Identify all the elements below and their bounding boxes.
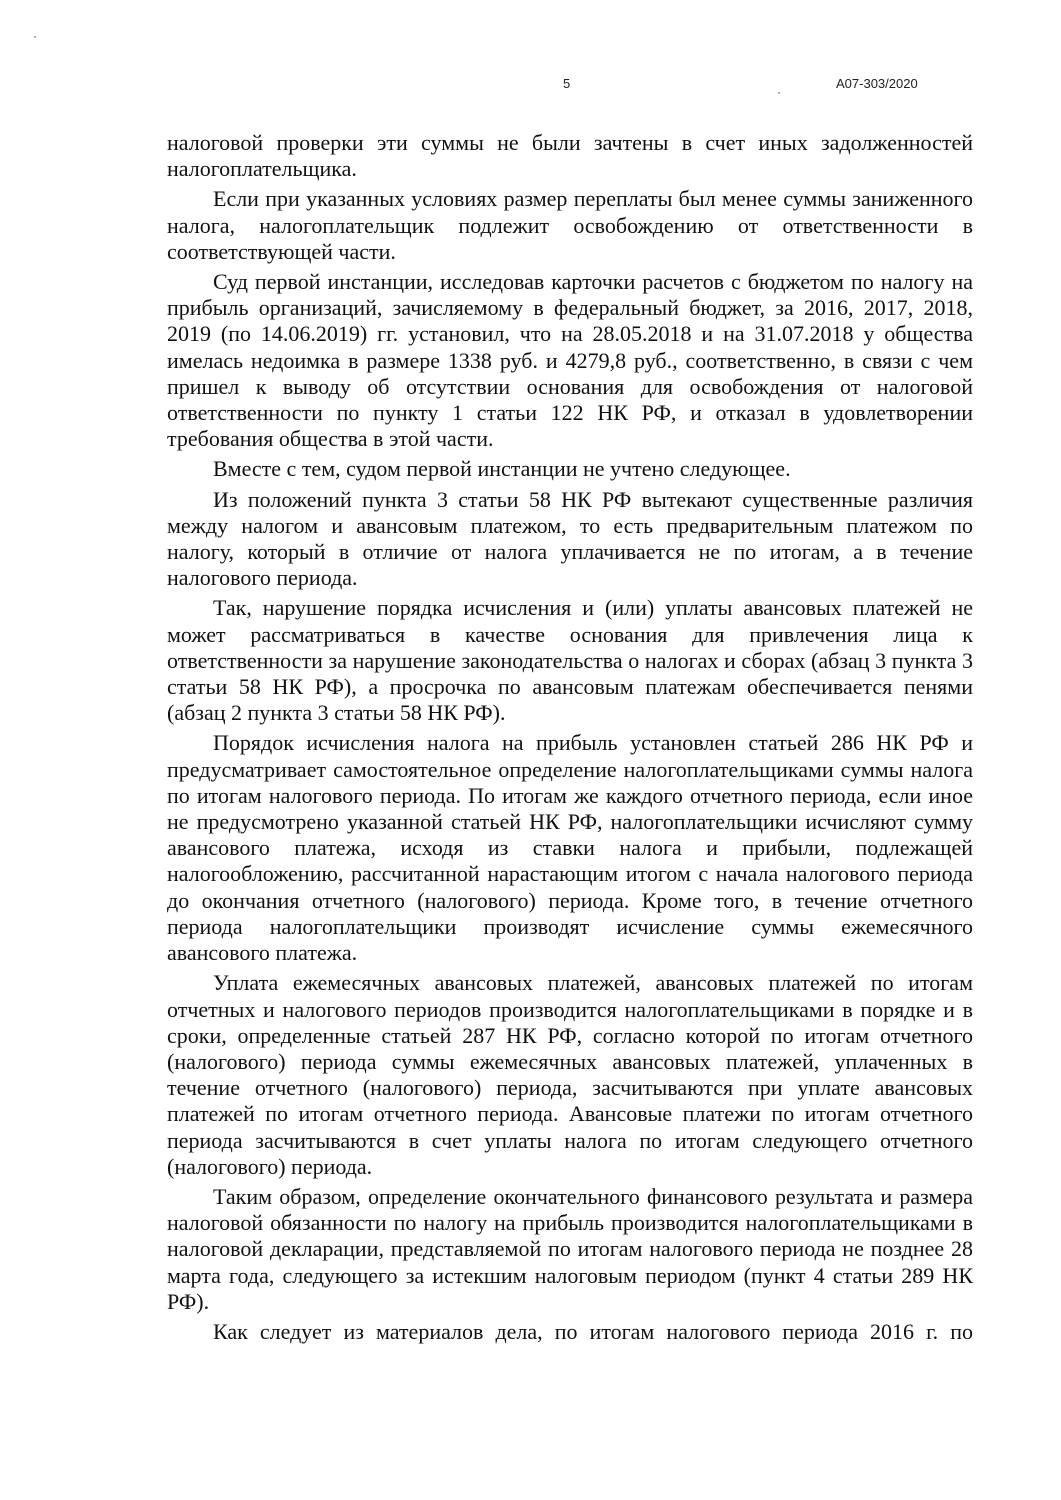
document-body: [167, 130, 973, 1349]
case-number: А07-303/2020: [836, 76, 918, 91]
paragraph: Так, нарушение порядка исчисления и (или) уплаты авансовых платежей не может рассматриваться в качестве основания для привлечения лица к ответственности за нарушение законодательства о налогах и сборах (абзац 3 пункта 3 статьи 58 НК РФ), а просрочка по авансовым платежам обеспечивается пенями (абзац 2 пункта 3 статьи 58 НК РФ).: [167, 595, 973, 726]
paragraph: Суд первой инстанции, исследовав карточки расчетов с бюджетом по налогу на прибыль организаций, зачисляемому в федеральный бюджет, за 2016, 2017, 2018, 2019 (по 14.06.2019) гг. установил, что на 28.05.2018 и на 31.07.2018 у общества имелась недоимка в размере 1338 руб. и 4279,8 руб., соответственно, в связи с чем пришел к выводу об отсутствии основания для освобождения от налоговой ответственности по пункту 1 статьи 122 НК РФ, и отказал в удовлетворении требования общества в этой части.: [167, 269, 973, 452]
paragraph: Порядок исчисления налога на прибыль установлен статьей 286 НК РФ и предусматривает самостоятельное определение налогоплательщиками суммы налога по итогам налогового периода. По итогам же каждого отчетного периода, если иное не предусмотрено указанной статьей НК РФ, налогоплательщики исчисляют сумму авансового платежа, исходя из ставки налога и прибыли, подлежащей налогообложению, рассчитанной нарастающим итогом с начала налогового периода до окончания отчетного (налогового) периода. Кроме того, в течение отчетного периода налогоплательщики производят исчисление суммы ежемесячного авансового платежа.: [167, 730, 973, 966]
page-number: 5: [563, 76, 571, 91]
paragraph: Таким образом, определение окончательного финансового результата и размера налоговой обязанности по налогу на прибыль производится налогоплательщиками в налоговой декларации, представляемой по итогам налогового периода не позднее 28 марта года, следующего за истекшим налоговым периодом (пункт 4 статьи 289 НК РФ).: [167, 1183, 973, 1314]
scan-artifact-dot: [34, 36, 36, 38]
paragraph: Из положений пункта 3 статьи 58 НК РФ вытекают существенные различия между налогом и авансовым платежом, то есть предварительным платежом по налогу, который в отличие от налога уплачивается не по итогам, а в течение налогового периода.: [167, 486, 973, 591]
paragraph: Если при указанных условиях размер переплаты был менее суммы заниженного налога, налогоплательщик подлежит освобождению от ответственности в соответствующей части.: [167, 186, 973, 264]
page-header: [0, 76, 1061, 96]
paragraph: Вместе с тем, судом первой инстанции не учтено следующее.: [213, 456, 791, 482]
paragraph-continuation: налоговой проверки эти суммы не были зачтены в счет иных задолженностей налогоплательщика.: [167, 130, 973, 182]
paragraph: Уплата ежемесячных авансовых платежей, авансовых платежей по итогам отчетных и налогового периодов производится налогоплательщиками в порядке и в сроки, определенные статьей 287 НК РФ, согласно которой по итогам отчетного (налогового) периода суммы ежемесячных авансовых платежей, уплаченных в течение отчетного (налогового) периода, засчитываются при уплате авансовых платежей по итогам отчетного периода. Авансовые платежи по итогам отчетного периода засчитываются в счет уплаты налога по итогам следующего отчетного (налогового) периода.: [167, 970, 973, 1179]
paragraph-continued-next-page: Как следует из материалов дела, по итогам налогового периода 2016 г. по: [213, 1318, 973, 1344]
